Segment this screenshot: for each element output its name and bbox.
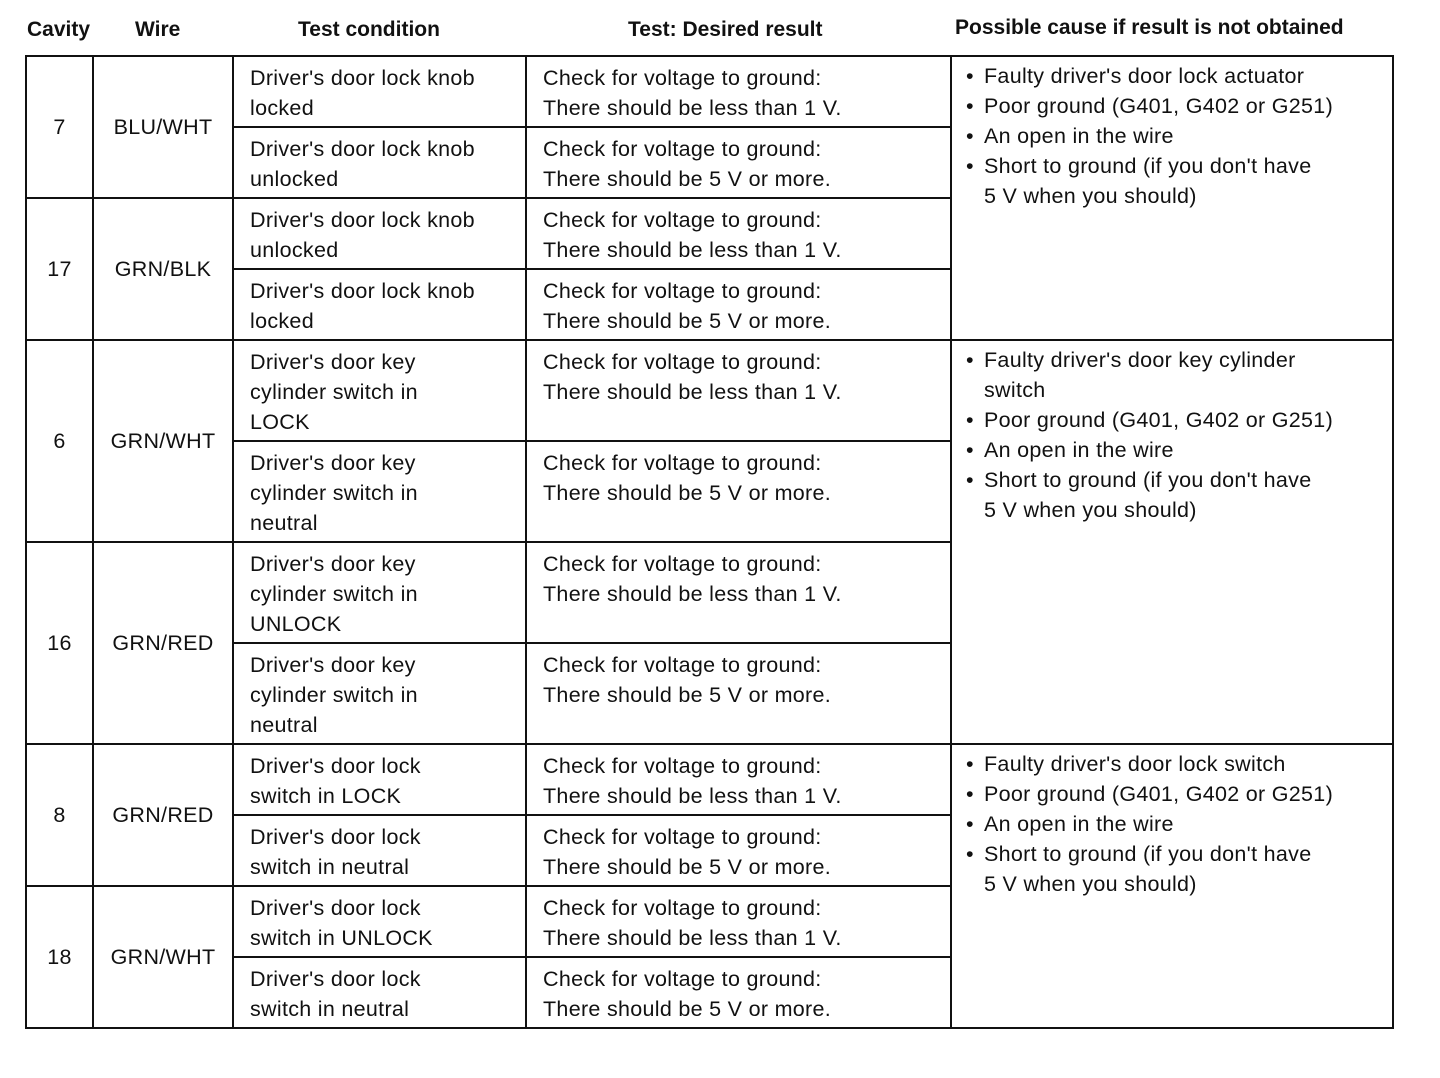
cavity-cell: 18 — [26, 886, 93, 1028]
test-condition-cell: Driver's door lock knob unlocked — [233, 198, 526, 269]
cause-item: • Faulty driver's door lock switch — [966, 749, 1392, 779]
test-condition-cell: Driver's door lock knob locked — [233, 269, 526, 340]
header-desired-result: Test: Desired result — [628, 18, 823, 41]
test-condition-cell: Driver's door lock knob locked — [233, 56, 526, 127]
test-condition-cell: Driver's door key cylinder switch in neutral — [233, 643, 526, 744]
desired-result-cell: Check for voltage to ground: There should be less than 1 V. — [526, 542, 951, 643]
header-possible-cause: Possible cause if result is not obtained — [955, 16, 1344, 39]
cause-list — [966, 749, 1392, 899]
test-condition-cell: Driver's door lock switch in LOCK — [233, 744, 526, 815]
possible-cause-cell — [951, 340, 1393, 744]
cavity-cell: 8 — [26, 744, 93, 886]
cause-list — [966, 345, 1392, 525]
desired-result-cell: Check for voltage to ground: There should be 5 V or more. — [526, 815, 951, 886]
header-test-condition: Test condition — [298, 18, 440, 41]
desired-result-cell: Check for voltage to ground: There should be less than 1 V. — [526, 56, 951, 127]
desired-result-cell: Check for voltage to ground: There should be 5 V or more. — [526, 441, 951, 542]
cause-item: • Poor ground (G401, G402 or G251) — [966, 405, 1392, 435]
desired-result-cell: Check for voltage to ground: There should be less than 1 V. — [526, 886, 951, 957]
desired-result-cell: Check for voltage to ground: There should be less than 1 V. — [526, 340, 951, 441]
test-condition-cell: Driver's door lock switch in neutral — [233, 815, 526, 886]
test-condition-cell: Driver's door lock knob unlocked — [233, 127, 526, 198]
possible-cause-cell — [951, 56, 1393, 340]
desired-result-cell: Check for voltage to ground: There should be 5 V or more. — [526, 957, 951, 1028]
test-condition-cell: Driver's door key cylinder switch in neutral — [233, 441, 526, 542]
desired-result-cell: Check for voltage to ground: There should be 5 V or more. — [526, 127, 951, 198]
wire-cell: GRN/BLK — [93, 198, 233, 340]
cavity-cell: 6 — [26, 340, 93, 542]
cause-item: • Poor ground (G401, G402 or G251) — [966, 91, 1392, 121]
table-row — [26, 340, 1393, 441]
cause-item: • Short to ground (if you don't have 5 V when you should) — [966, 151, 1392, 211]
test-condition-cell: Driver's door key cylinder switch in LOCK — [233, 340, 526, 441]
desired-result-cell: Check for voltage to ground: There should be less than 1 V. — [526, 198, 951, 269]
cause-list — [966, 61, 1392, 211]
header-cavity: Cavity — [27, 18, 91, 41]
cavity-cell: 16 — [26, 542, 93, 744]
wire-cell: GRN/RED — [93, 744, 233, 886]
desired-result-cell: Check for voltage to ground: There should be 5 V or more. — [526, 643, 951, 744]
cause-item: • Short to ground (if you don't have 5 V when you should) — [966, 839, 1392, 899]
cavity-cell: 17 — [26, 198, 93, 340]
cause-item: • An open in the wire — [966, 435, 1392, 465]
wire-cell: GRN/WHT — [93, 886, 233, 1028]
test-condition-cell: Driver's door lock switch in neutral — [233, 957, 526, 1028]
table-row — [26, 56, 1393, 127]
cause-item: • An open in the wire — [966, 809, 1392, 839]
possible-cause-cell — [951, 744, 1393, 1028]
cause-item: • Faulty driver's door key cylinder switch — [966, 345, 1392, 405]
test-condition-cell: Driver's door key cylinder switch in UNLOCK — [233, 542, 526, 643]
cause-item: • Poor ground (G401, G402 or G251) — [966, 779, 1392, 809]
cause-item: • An open in the wire — [966, 121, 1392, 151]
wire-cell: GRN/WHT — [93, 340, 233, 542]
desired-result-cell: Check for voltage to ground: There should be 5 V or more. — [526, 269, 951, 340]
cavity-cell: 7 — [26, 56, 93, 198]
header-wire: Wire — [135, 18, 181, 41]
cause-item: • Faulty driver's door lock actuator — [966, 61, 1392, 91]
wire-cell: BLU/WHT — [93, 56, 233, 198]
wire-cell: GRN/RED — [93, 542, 233, 744]
test-table — [25, 55, 1394, 1029]
desired-result-cell: Check for voltage to ground: There should be less than 1 V. — [526, 744, 951, 815]
test-condition-cell: Driver's door lock switch in UNLOCK — [233, 886, 526, 957]
table-row — [26, 744, 1393, 815]
cause-item: • Short to ground (if you don't have 5 V when you should) — [966, 465, 1392, 525]
